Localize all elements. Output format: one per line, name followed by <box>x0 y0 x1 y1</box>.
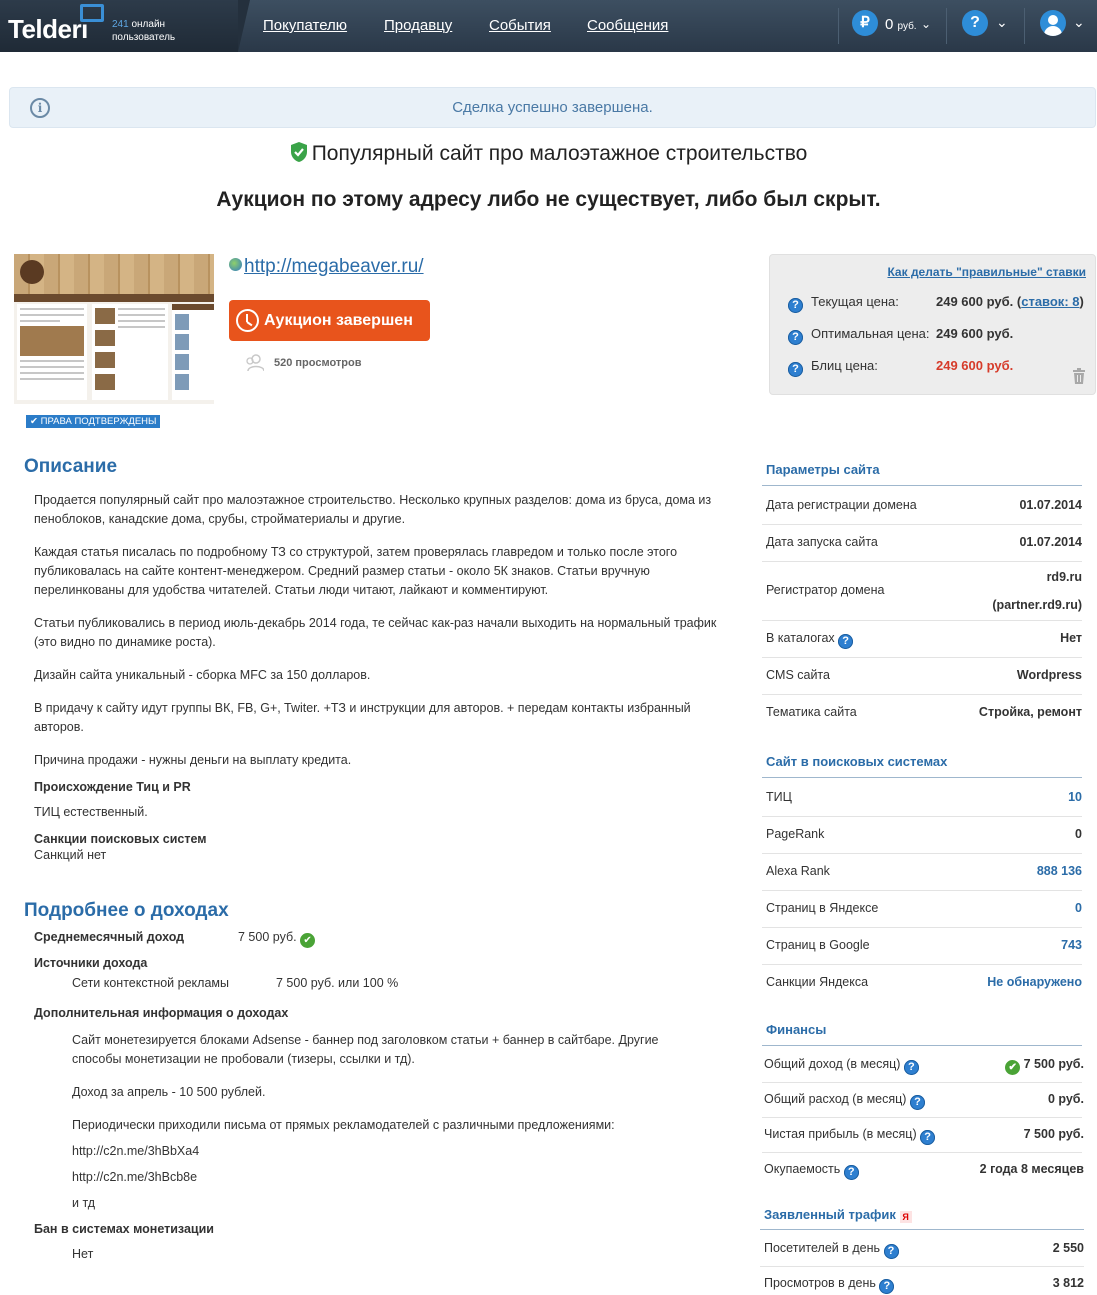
balance-unit: руб. <box>897 21 917 32</box>
auction-button-label: Аукцион завершен <box>264 312 413 329</box>
users-icon <box>244 354 264 372</box>
user-avatar-icon[interactable] <box>1040 10 1066 36</box>
origin-text: ТИЦ естественный. <box>34 805 148 819</box>
help-icon[interactable]: ? <box>904 1060 919 1075</box>
success-notice <box>9 87 1096 128</box>
rights-badge-text: ПРАВА ПОДТВЕРЖДЕНЫ <box>40 416 157 427</box>
divider <box>762 561 1082 562</box>
divider <box>762 1082 1082 1083</box>
user-chevron-down-icon[interactable]: ⌄ <box>1073 14 1085 30</box>
blitz-price-row <box>788 358 1088 377</box>
notice-text: Сделка успешно завершена. <box>452 99 653 116</box>
origin-title: Происхождение Тиц и PR <box>34 780 191 794</box>
extra-income-paragraph: Доход за апрель - 10 500 рублей. <box>72 1085 266 1099</box>
description-paragraph: Статьи публиковались в период июль-декабрь 2014 года, те сейчас как-раз начали выходить на нормальный трафик (это видно по динамике роста). <box>34 616 717 649</box>
divider <box>762 816 1082 817</box>
page-subtitle: Аукцион по этому адресу либо не существует, либо был скрыт. <box>216 188 881 211</box>
divider <box>838 8 839 44</box>
divider <box>762 927 1082 928</box>
help-icon[interactable]: ? <box>910 1095 925 1110</box>
page-title <box>0 141 1097 166</box>
bidding-howto-link[interactable]: Как делать "правильные" ставки <box>887 265 1086 279</box>
sanctions-title: Санкции поисковых систем <box>34 832 207 846</box>
divider <box>760 1266 1084 1267</box>
blitz-price-label: Блиц цена: <box>811 358 878 373</box>
extra-income-link[interactable]: http://c2n.me/3hBbXa4 <box>72 1144 200 1158</box>
help-icon[interactable]: ? <box>844 1165 859 1180</box>
telderi-logo[interactable]: Telderi <box>8 14 88 44</box>
confirmed-check-icon: ✔ <box>1005 1060 1020 1075</box>
divider <box>760 1229 1084 1230</box>
extra-income-paragraph: Периодически приходили письма от прямых рекламодателей с различными предложениями: <box>72 1118 615 1132</box>
divider <box>762 620 1082 621</box>
help-chevron-down-icon[interactable]: ⌄ <box>996 14 1008 30</box>
divider <box>1024 8 1025 44</box>
title-text: Популярный сайт про малоэтажное строительство <box>311 142 808 165</box>
divider <box>762 777 1082 778</box>
help-icon[interactable]: ? <box>788 298 803 313</box>
help-icon[interactable]: ? <box>962 10 988 36</box>
verified-shield-icon <box>290 141 308 163</box>
ruble-icon[interactable]: ₽ <box>852 10 878 36</box>
divider <box>762 1117 1082 1118</box>
views-count: 520 просмотров <box>274 357 362 369</box>
description-paragraph: Продается популярный сайт про малоэтажное строительство. Несколько крупных разделов: дома из бруса, дома из пеноблоков, канадские дома, срубы, стройматериалы и другие. <box>34 493 712 526</box>
extra-income-label: Дополнительная информация о доходах <box>34 1006 289 1020</box>
info-icon: i <box>30 98 50 118</box>
current-price-value: 249 600 руб. (ставок: 8) <box>936 294 1084 309</box>
globe-icon <box>229 258 242 271</box>
help-icon[interactable]: ? <box>879 1279 894 1294</box>
help-icon[interactable]: ? <box>838 634 853 649</box>
avg-income-value: 7 500 руб. ✔ <box>238 930 315 948</box>
description-paragraph: Каждая статья писалась по подробному ТЗ со структурой, затем проверялась главредом и только после этого публиковалась на сайте контент-менеджером. Средний размер статьи - около 5К знаков. Статьи вручную перелинкованы для удобства читателей. Статьи люди читают, лайкают и комментируют. <box>34 545 678 597</box>
divider <box>762 524 1082 525</box>
help-icon[interactable]: ? <box>788 330 803 345</box>
nav-buyer[interactable]: Покупателю <box>263 17 348 34</box>
divider <box>762 1045 1082 1046</box>
divider <box>762 853 1082 854</box>
income-source-name: Сети контекстной рекламы <box>72 976 229 990</box>
confirmed-check-icon: ✔ <box>300 933 315 948</box>
divider <box>762 485 1082 486</box>
optimal-price-value: 249 600 руб. <box>936 326 1014 341</box>
online-counter <box>112 18 175 44</box>
logo-area[interactable] <box>0 0 238 52</box>
blitz-price-value: 249 600 руб. <box>936 358 1014 373</box>
divider <box>762 657 1082 658</box>
balance-display[interactable] <box>885 16 917 33</box>
income-sources-label: Источники дохода <box>34 956 148 970</box>
divider <box>762 694 1082 695</box>
bids-link[interactable]: ставок: 8 <box>1021 294 1080 309</box>
income-source-value: 7 500 руб. или 100 % <box>276 976 399 990</box>
current-price-row <box>788 294 1088 313</box>
site-url-link[interactable] <box>229 256 424 278</box>
divider <box>762 890 1082 891</box>
income-heading: Подробнее о доходах <box>24 900 229 921</box>
help-icon[interactable]: ? <box>884 1244 899 1259</box>
help-icon[interactable]: ? <box>788 362 803 377</box>
sanctions-text: Санкций нет <box>34 848 107 862</box>
online-users-label: пользователь <box>112 32 176 43</box>
price-box <box>769 254 1096 395</box>
extra-income-paragraph: и тд <box>72 1196 96 1210</box>
help-icon[interactable]: ? <box>920 1130 935 1145</box>
description-paragraph: Дизайн сайта уникальный - сборка MFC за 150 долларов. <box>34 668 371 682</box>
monitor-icon <box>80 4 104 22</box>
online-count: 241 <box>112 19 129 30</box>
avg-income-label: Среднемесячный доход <box>34 930 185 944</box>
finance-heading: Финансы <box>766 1022 827 1037</box>
current-price-label: Текущая цена: <box>811 294 899 309</box>
divider <box>762 964 1082 965</box>
traffic-heading: Заявленный трафик Я <box>764 1207 912 1223</box>
search-heading: Сайт в поисковых системах <box>766 754 948 769</box>
clock-icon <box>236 309 259 332</box>
trash-icon[interactable] <box>1072 368 1086 384</box>
description-heading: Описание <box>24 456 118 477</box>
param-row: Регистратор домена rd9.ru (partner.rd9.ru) <box>766 570 1082 612</box>
nav-seller[interactable]: Продавцу <box>384 17 453 34</box>
extra-income-paragraph: Сайт монетезируется блоками Adsense - баннер под заголовком статьи + баннер в сайтбаре. Другие способы монетизации не пробовали (тизеры, ссылки и тд). <box>72 1033 659 1066</box>
balance-chevron-down-icon[interactable]: ⌄ <box>921 17 932 31</box>
site-screenshot[interactable] <box>14 254 214 404</box>
divider <box>946 8 947 44</box>
balance-value: 0 <box>885 16 894 33</box>
description-paragraph: В придачу к сайту идут группы ВК, FB, G+, Twiter. +ТЗ и инструкции для авторов. + передам контакты избранный авторов. <box>34 701 691 734</box>
top-navigation-bar <box>0 0 1097 52</box>
auction-finished-button[interactable] <box>229 300 430 341</box>
nav-events[interactable]: События <box>489 17 551 34</box>
rights-confirmed-badge: ✔ ПРАВА ПОДТВЕРЖДЕНЫ <box>26 415 160 428</box>
yandex-icon: Я <box>900 1211 912 1223</box>
site-url-text: http://megabeaver.ru/ <box>244 256 424 277</box>
optimal-price-row <box>788 326 1088 345</box>
params-heading: Параметры сайта <box>766 462 880 477</box>
optimal-price-label: Оптимальная цена: <box>811 326 930 341</box>
nav-messages[interactable]: Сообщения <box>587 17 669 34</box>
extra-income-link[interactable]: http://c2n.me/3hBcb8e <box>72 1170 198 1184</box>
ban-label: Бан в системах монетизации <box>34 1222 214 1236</box>
description-paragraph: Причина продажи - нужны деньги на выплату кредита. <box>34 753 352 767</box>
divider <box>762 1152 1082 1153</box>
online-label: онлайн <box>131 19 166 30</box>
ban-value: Нет <box>72 1247 94 1261</box>
